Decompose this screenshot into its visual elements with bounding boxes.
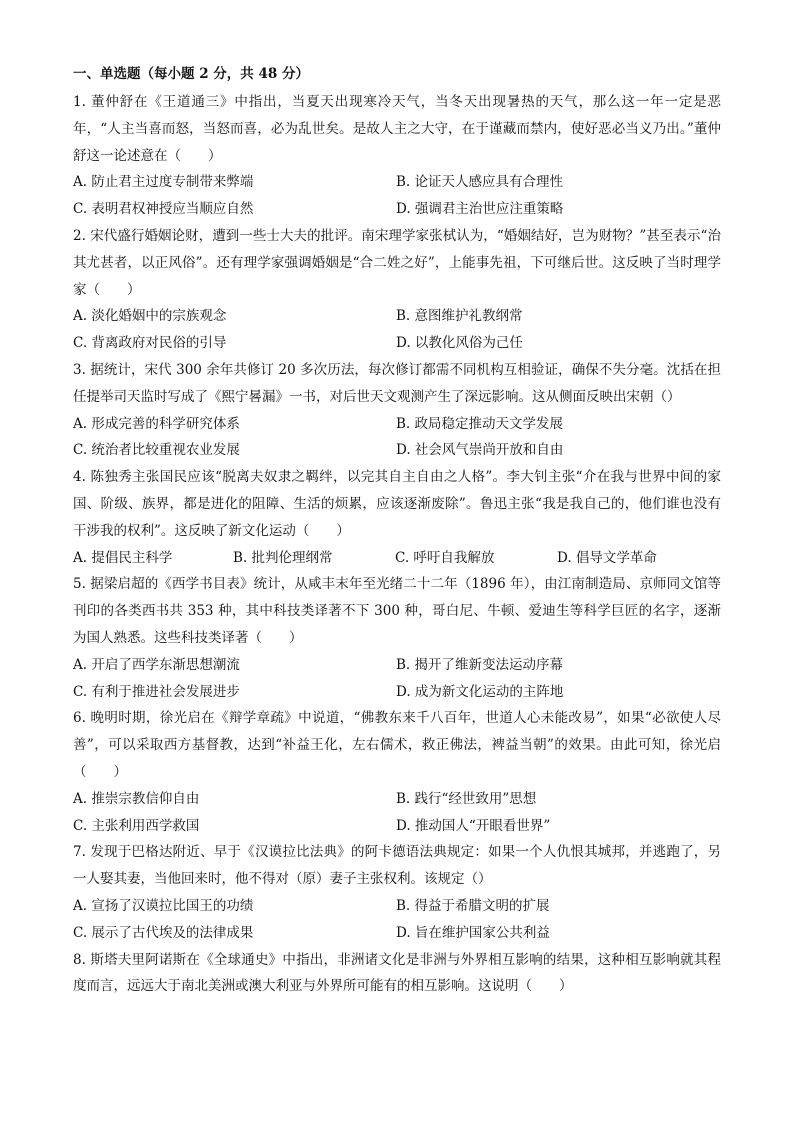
option-d: D. 推动国人“开眼看世界” xyxy=(396,817,551,834)
question-5 xyxy=(73,571,721,705)
option-b: B. 揭开了维新变法运动序幕 xyxy=(396,656,564,673)
question-stem: 4. 陈独秀主张国民应该“脱离夫奴隶之羁绊，以完其自主自由之人格”。李大钊主张“介在我与世界中间的家国、阶级、族界，都是进化的阻障、生活的烦累，应该逐渐废除”。鲁迅主张“我是我自己的，他们谁也没有干涉我的权利”。这反映了新文化运动（ ） xyxy=(73,469,721,539)
exam-page xyxy=(73,64,721,1000)
option-c: C. 表明君权神授应当顺应自然 xyxy=(73,201,254,218)
question-stem: 3. 据统计，宋代 300 余年共修订 20 多次历法，每次修订都需不同机构互相验证，确保不失分毫。沈括在担任提举司天监时写成了《熙宁晷漏》一书，对后世天文观测产生了深远影响。这从侧面反映出宋朝（） xyxy=(73,361,721,405)
option-a: A. 形成完善的科学研究体系 xyxy=(73,415,240,432)
options-grid xyxy=(73,786,721,840)
option-a: A. 淡化婚姻中的宗族观念 xyxy=(73,308,227,325)
option-c: C. 主张利用西学救国 xyxy=(73,817,200,834)
option-b: B. 践行“经世致用”思想 xyxy=(396,790,537,807)
question-1 xyxy=(73,89,721,223)
options-row xyxy=(73,545,721,572)
option-d: D. 旨在维护国家公共利益 xyxy=(396,924,550,941)
question-3 xyxy=(73,357,721,464)
option-a: A. 开启了西学东渐思想潮流 xyxy=(73,656,240,673)
option-d: D. 倡导文学革命 xyxy=(557,549,657,566)
option-c: C. 呼吁自我解放 xyxy=(395,549,495,566)
question-2 xyxy=(73,223,721,357)
question-6 xyxy=(73,705,721,839)
options-grid xyxy=(73,303,721,357)
option-d: D. 以教化风俗为己任 xyxy=(396,335,523,352)
question-7 xyxy=(73,839,721,946)
question-stem: 7. 发现于巴格达附近、早于《汉谟拉比法典》的阿卡德语法典规定：如果一个人仇恨其城邦，并逃跑了，另一人娶其妻，当他回来时，他不得对（原）妻子主张权利。该规定（） xyxy=(73,844,721,888)
option-a: A. 推崇宗教信仰自由 xyxy=(73,790,200,807)
options-grid xyxy=(73,893,721,947)
option-c: C. 展示了古代埃及的法律成果 xyxy=(73,924,254,941)
question-8 xyxy=(73,947,721,1001)
section-title: 一、单选题（每小题 2 分，共 48 分） xyxy=(73,66,309,82)
option-c: C. 有利于推进社会发展进步 xyxy=(73,683,240,700)
option-a: A. 提倡民主科学 xyxy=(73,549,173,566)
option-d: D. 社会风气崇尚开放和自由 xyxy=(396,442,564,459)
option-b: B. 意图维护礼教纲常 xyxy=(396,308,523,325)
option-c: C. 统治者比较重视农业发展 xyxy=(73,442,240,459)
question-stem: 5. 据梁启超的《西学书目表》统计，从咸丰末年至光绪二十二年（1896 年），由江南制造局、京师同文馆等刊印的各类西书共 353 种，其中科技类译著不下 300 种，哥白尼、牛顿、爱迪生等科学巨匠的名字，逐渐为国人熟悉。这些科技类译著（ ） xyxy=(73,576,721,646)
question-stem: 8. 斯塔夫里阿诺斯在《全球通史》中指出，非洲诸文化是非洲与外界相互影响的结果，这种相互影响就其程度而言，远远大于南北美洲或澳大利亚与外界所可能有的相互影响。这说明（ ） xyxy=(73,951,721,995)
option-b: B. 政局稳定推动天文学发展 xyxy=(396,415,564,432)
option-b: B. 批判伦理纲常 xyxy=(233,549,333,566)
options-grid xyxy=(73,652,721,706)
options-grid xyxy=(73,169,721,223)
option-d: D. 成为新文化运动的主阵地 xyxy=(396,683,564,700)
options-grid xyxy=(73,411,721,465)
option-b: B. 得益于希腊文明的扩展 xyxy=(396,897,550,914)
option-c: C. 背离政府对民俗的引导 xyxy=(73,335,227,352)
question-stem: 6. 晚明时期，徐光启在《辩学章疏》中说道，“佛教东来千八百年，世道人心未能改易”，如果“必欲使人尽善”，可以采取西方基督教，达到“补益王化，左右儒术，救正佛法，裨益当朝”的效果。由此可知，徐光启（ ） xyxy=(73,710,721,780)
question-stem: 2. 宋代盛行婚姻论财，遭到一些士大夫的批评。南宋理学家张栻认为，“婚姻结好，岂为财物？”甚至表示“治其尤甚者，以正风俗”。还有理学家强调婚姻是“合二姓之好”，上能事先祖，下可继后世。这反映了当时理学家（ ） xyxy=(73,227,721,298)
question-4 xyxy=(73,464,721,571)
option-d: D. 强调君主治世应注重策略 xyxy=(396,201,564,218)
option-b: B. 论证天人感应具有合理性 xyxy=(396,174,564,191)
question-stem: 1. 董仲舒在《王道通三》中指出，当夏天出现寒冷天气，当冬天出现暑热的天气，那么这一年一定是恶年，“人主当喜而怒，当怒而喜，必为乱世矣。是故人主之大守，在于谨藏而禁内，使好恶必当义乃出。”董仲舒这一论述意在（ ） xyxy=(73,94,721,164)
option-a: A. 宣扬了汉谟拉比国王的功绩 xyxy=(73,897,254,914)
option-a: A. 防止君主过度专制带来弊端 xyxy=(73,174,254,191)
